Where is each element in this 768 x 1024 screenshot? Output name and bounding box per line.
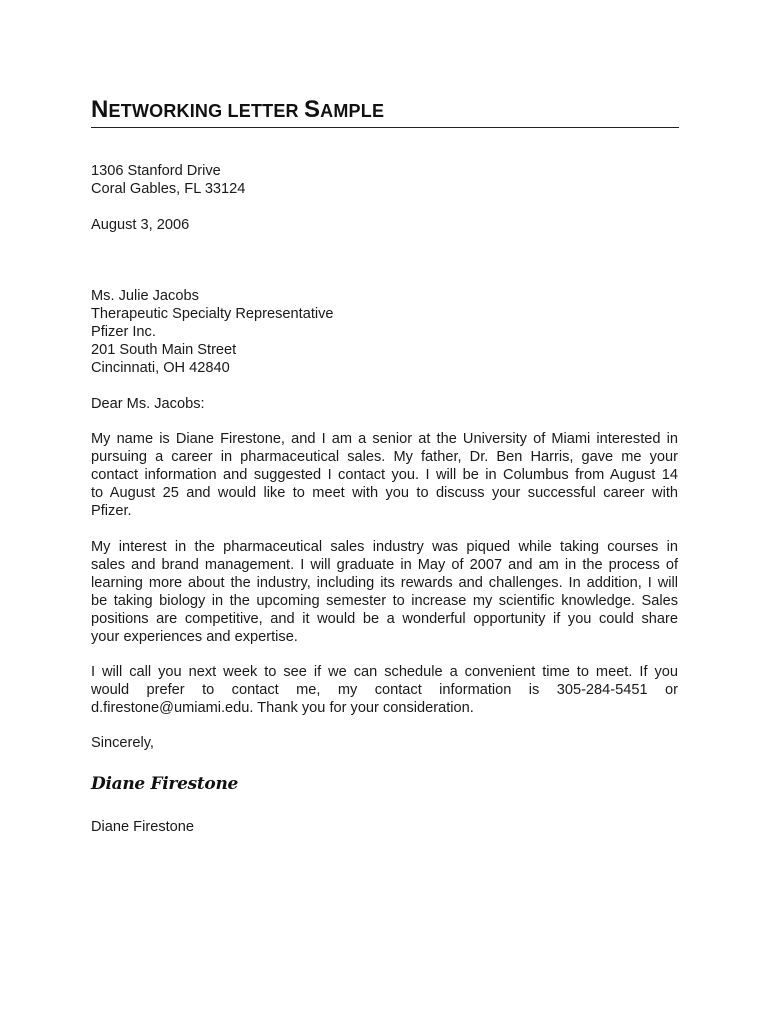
salutation: Dear Ms. Jacobs:	[91, 396, 205, 412]
title-rule	[91, 127, 679, 128]
address-line: 1306 Stanford Drive	[91, 163, 221, 179]
text-line: I will call you next week to see if we can schedule a convenient time to meet. If you	[91, 664, 678, 680]
text-line: My name is Diane Firestone, and I am a senior at the University of Miami interested in	[91, 431, 678, 447]
recipient-line: Therapeutic Specialty Representative	[91, 306, 334, 322]
title-text: AMPLE	[320, 101, 385, 121]
text-line: learning more about the industry, including its rewards and challenges. In addition, I will	[91, 575, 678, 591]
paragraph-2	[91, 538, 678, 646]
text-line: pursuing a career in pharmaceutical sales. My father, Dr. Ben Harris, gave me your	[91, 449, 678, 465]
text-line: be taking biology in the upcoming semester to increase my scientific knowledge. Sales	[91, 593, 678, 609]
letter-date: August 3, 2006	[91, 217, 190, 233]
text-line: positions are competitive, and it would be a wonderful opportunity if you could share	[91, 611, 678, 627]
handwritten-signature: Diane Firestone	[91, 774, 239, 794]
text-line: to August 25 and would like to meet with you to discuss your successful career with	[91, 485, 678, 501]
recipient-line: Pfizer Inc.	[91, 324, 156, 340]
recipient-line: 201 South Main Street	[91, 342, 237, 358]
signer-name: Diane Firestone	[91, 819, 195, 835]
paragraph-1	[91, 430, 678, 520]
text-line: My interest in the pharmaceutical sales industry was piqued while taking courses in	[91, 539, 678, 555]
text-line: your experiences and expertise.	[91, 629, 298, 645]
title-cap: S	[303, 96, 321, 123]
text-line: would prefer to contact me, my contact information is 305-284-5451 or	[91, 682, 678, 698]
title-cap: N	[91, 96, 109, 123]
recipient-line: Cincinnati, OH 42840	[91, 360, 230, 376]
document-title	[91, 96, 384, 124]
text-line: sales and brand management. I will graduate in May of 2007 and am in the process of	[91, 557, 678, 573]
paragraph-3	[91, 663, 678, 717]
text-line: contact information and suggested I contact you. I will be in Columbus from August 14	[91, 467, 678, 483]
recipient-line: Ms. Julie Jacobs	[91, 288, 199, 304]
recipient-address	[91, 287, 678, 377]
sender-address	[91, 162, 678, 198]
text-line: Pfizer.	[91, 503, 132, 519]
text-line: d.firestone@umiami.edu. Thank you for your consideration.	[91, 700, 474, 716]
address-line: Coral Gables, FL 33124	[91, 181, 246, 197]
closing: Sincerely,	[91, 735, 154, 751]
title-text: ETWORKING LETTER	[108, 101, 304, 121]
